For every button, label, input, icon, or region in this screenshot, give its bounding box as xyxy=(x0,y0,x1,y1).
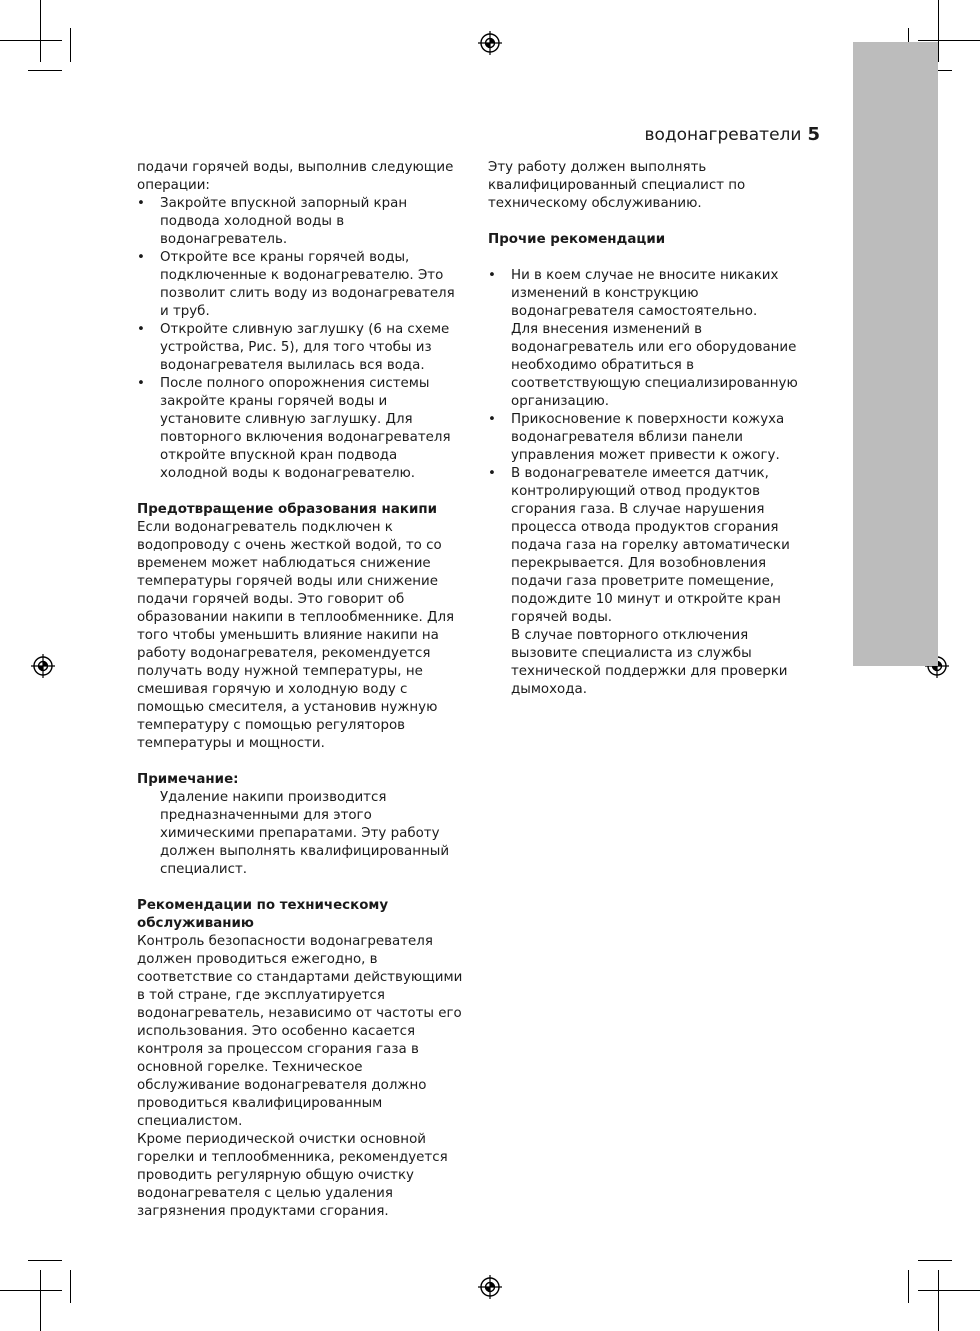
crop-mark xyxy=(938,0,939,62)
side-tab xyxy=(853,42,938,666)
left-column xyxy=(137,159,467,1221)
crop-mark xyxy=(908,1270,909,1303)
scale-heading: Предотвращение образования накипи xyxy=(137,502,437,517)
crop-mark xyxy=(70,28,71,62)
list-item: • Откройте все краны горячей воды, подключенные к водонагревателю. Это позволит слить воду из водонагревателя и труб. xyxy=(137,249,467,321)
crop-mark xyxy=(938,1270,939,1331)
crop-mark xyxy=(28,70,62,71)
crop-mark xyxy=(0,40,62,41)
maintenance-heading: Рекомендации по техническому обслуживанию xyxy=(137,898,389,931)
right-column xyxy=(488,159,818,699)
page-title: водонагреватели xyxy=(644,125,802,145)
crop-mark xyxy=(28,1260,62,1261)
note-heading: Примечание: xyxy=(137,772,239,787)
registration-mark-icon xyxy=(478,1275,502,1299)
crop-mark xyxy=(40,0,41,62)
list-item: • Откройте сливную заглушку (6 на схеме устройства, Рис. 5), для того чтобы из водонагревателя вылилась вся вода. xyxy=(137,321,467,375)
note-text: Удаление накипи производится предназначенными для этого химическими препаратами. Эту работу должен выполнять квалифицированный специалист. xyxy=(160,790,450,877)
recommendations-list xyxy=(488,267,818,699)
list-item-text: • Ни в коем случае не вносите никаких изменений в конструкцию водонагревателя самостоятельно. xyxy=(511,268,779,319)
intro-text: Эту работу должен выполнять квалифицированный специалист по техническому обслуживанию. xyxy=(488,160,746,211)
crop-mark xyxy=(918,40,980,41)
crop-mark xyxy=(918,1260,952,1261)
crop-mark xyxy=(918,1290,980,1291)
maintenance-text: Кроме периодической очистки основной горелки и теплообменника, рекомендуется проводить регулярную общую очистку водонагревателя с целью удаления загрязнения продуктами сгорания. xyxy=(137,1132,448,1219)
crop-mark xyxy=(0,1290,62,1291)
list-item xyxy=(488,267,818,411)
list-item: • Закройте впускной запорный кран подвода холодной воды в водонагреватель. xyxy=(137,195,467,249)
list-item xyxy=(488,411,818,465)
crop-mark xyxy=(40,1270,41,1331)
list-item-text: • В водонагревателе имеется датчик, контролирующий отвод продуктов сгорания газа. В случае нарушения процесса отвода продуктов сгорания подача газа на горелку автоматически перекрывается. Для возобновления подачи газа проветрите помещение, подождите 10 минут и откройте кран горячей воды. xyxy=(511,466,790,625)
other-recommendations-heading: Прочие рекомендации xyxy=(488,232,666,247)
drain-steps-list xyxy=(137,195,467,483)
registration-mark-icon xyxy=(31,654,55,678)
intro-text: подачи горячей воды, выполнив следующие операции: xyxy=(137,160,454,193)
page-number: 5 xyxy=(807,124,820,145)
scale-text: Если водонагреватель подключен к водопроводу с очень жесткой водой, то со временем может наблюдаться снижение температуры горячей воды или снижение подачи горячей воды. Это говорит об образовании накипи в теплообменнике. Для того чтобы уменьшить влияние накипи на работу водонагревателя, рекомендуется получать воду нужной температуры, не смешивая горячую и холодную воду с помощью смесителя, а установив нужную температуру с помощью регуляторов температуры и мощности. xyxy=(137,520,455,751)
maintenance-text: Контроль безопасности водонагревателя должен проводиться ежегодно, в соответствие со стандартами действующими в той стране, где эксплуатируется водонагреватель, независимо от частоты его использования. Это особенно касается контроля за процессом сгорания газа в основной горелке. Техническое обслуживание водонагревателя должно проводиться квалифицированным специалистом. xyxy=(137,934,463,1129)
list-item xyxy=(488,465,818,699)
list-item-text: • Прикосновение к поверхности кожуха водонагревателя вблизи панели управления может привести к ожогу. xyxy=(511,412,785,463)
page-header xyxy=(644,124,820,145)
crop-mark xyxy=(70,1270,71,1303)
list-item: • После полного опорожнения системы закройте краны горячей воды и установите сливную заглушку. Для повторного включения водонагревателя откройте впускной кран подвода холодной воды к водонагревателю. xyxy=(137,375,467,483)
list-item-extra: В случае повторного отключения вызовите специалиста из службы технической поддержки для проверки дымохода. xyxy=(511,628,788,697)
registration-mark-icon xyxy=(478,31,502,55)
list-item-extra: Для внесения изменений в водонагреватель или его оборудование необходимо обратиться в соответствующую специализированную организацию. xyxy=(511,322,798,409)
